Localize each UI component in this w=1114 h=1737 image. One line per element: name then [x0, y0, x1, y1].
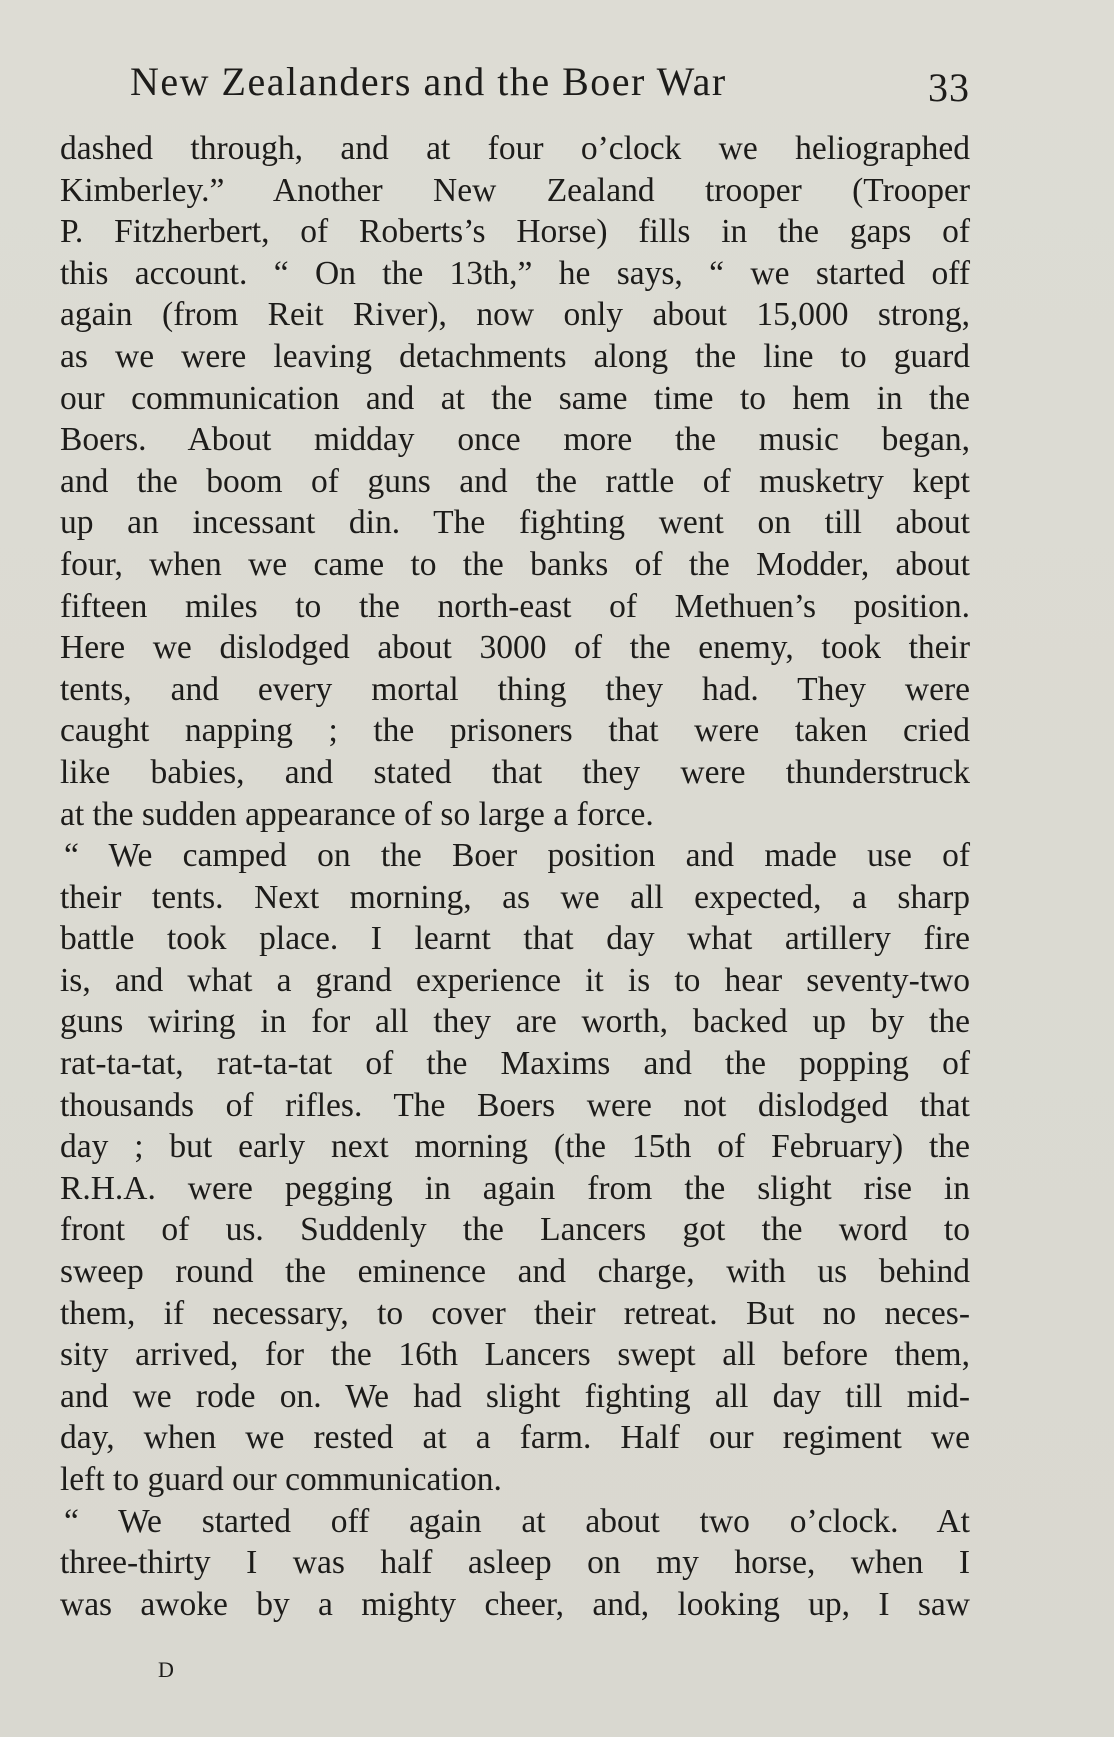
text-line: P. Fitzherbert, of Roberts’s Horse) fills in the gaps of: [60, 213, 970, 251]
text-line: as we were leaving detachments along the line to guard: [60, 337, 970, 375]
text-line: thousands of rifles. The Boers were not dislodged that: [60, 1086, 970, 1124]
text-line: battle took place. I learnt that day what artillery fire: [60, 920, 970, 958]
text-line: four, when we came to the banks of the Modder, about: [60, 545, 970, 583]
text-line: sity arrived, for the 16th Lancers swept all before them,: [60, 1336, 970, 1374]
text-line: up an incessant din. The fighting went on till about: [60, 504, 970, 542]
text-line: like babies, and stated that they were thunderstruck: [60, 753, 970, 791]
page-number: 33: [928, 65, 970, 110]
text-line: “ We camped on the Boer position and made use of: [64, 837, 970, 875]
text-line: Kimberley.” Another New Zealand trooper (Trooper: [60, 171, 970, 209]
body-text: [60, 128, 970, 1625]
text-line: caught napping ; the prisoners that were taken cried: [60, 712, 970, 750]
text-line: rat-ta-tat, rat-ta-tat of the Maxims and the popping of: [60, 1045, 970, 1083]
text-line: R.H.A. were pegging in again from the slight rise in: [60, 1169, 970, 1207]
text-line: day, when we rested at a farm. Half our regiment we: [60, 1419, 970, 1457]
text-line: our communication and at the same time to hem in the: [60, 379, 970, 417]
text-line: day ; but early next morning (the 15th of February) the: [60, 1128, 970, 1166]
text-line: left to guard our communication.: [60, 1461, 502, 1498]
text-line: dashed through, and at four o’clock we heliographed: [60, 130, 970, 167]
text-line: Here we dislodged about 3000 of the enemy, took their: [60, 629, 970, 667]
text-line: front of us. Suddenly the Lancers got the word to: [60, 1211, 970, 1249]
text-line: their tents. Next morning, as we all expected, a sharp: [60, 878, 970, 916]
text-line: and the boom of guns and the rattle of musketry kept: [60, 462, 970, 500]
text-line: at the sudden appearance of so large a force.: [60, 795, 654, 833]
text-line: was awoke by a mighty cheer, and, looking up, I saw: [60, 1585, 970, 1623]
text-line: “ We started off again at about two o’clock. At: [64, 1502, 970, 1540]
running-head: [60, 58, 970, 114]
running-title: New Zealanders and the Boer War: [130, 59, 727, 104]
text-line: fifteen miles to the north-east of Methuen’s position.: [60, 587, 970, 625]
text-line: guns wiring in for all they are worth, backed up by the: [60, 1003, 970, 1041]
text-line: tents, and every mortal thing they had. They were: [60, 670, 970, 708]
text-line: Boers. About midday once more the music began,: [60, 421, 970, 459]
text-line: this account. “ On the 13th,” he says, “ we started off: [60, 254, 970, 292]
text-line: again (from Reit River), now only about 15,000 strong,: [60, 296, 970, 334]
text-line: and we rode on. We had slight fighting all day till mid-: [60, 1377, 970, 1415]
signature-mark: D: [158, 1657, 175, 1682]
text-line: three-thirty I was half asleep on my horse, when I: [60, 1544, 970, 1582]
text-line: is, and what a grand experience it is to hear seventy-two: [60, 961, 970, 999]
text-line: them, if necessary, to cover their retreat. But no neces-: [60, 1294, 970, 1332]
text-line: sweep round the eminence and charge, with us behind: [60, 1253, 970, 1291]
